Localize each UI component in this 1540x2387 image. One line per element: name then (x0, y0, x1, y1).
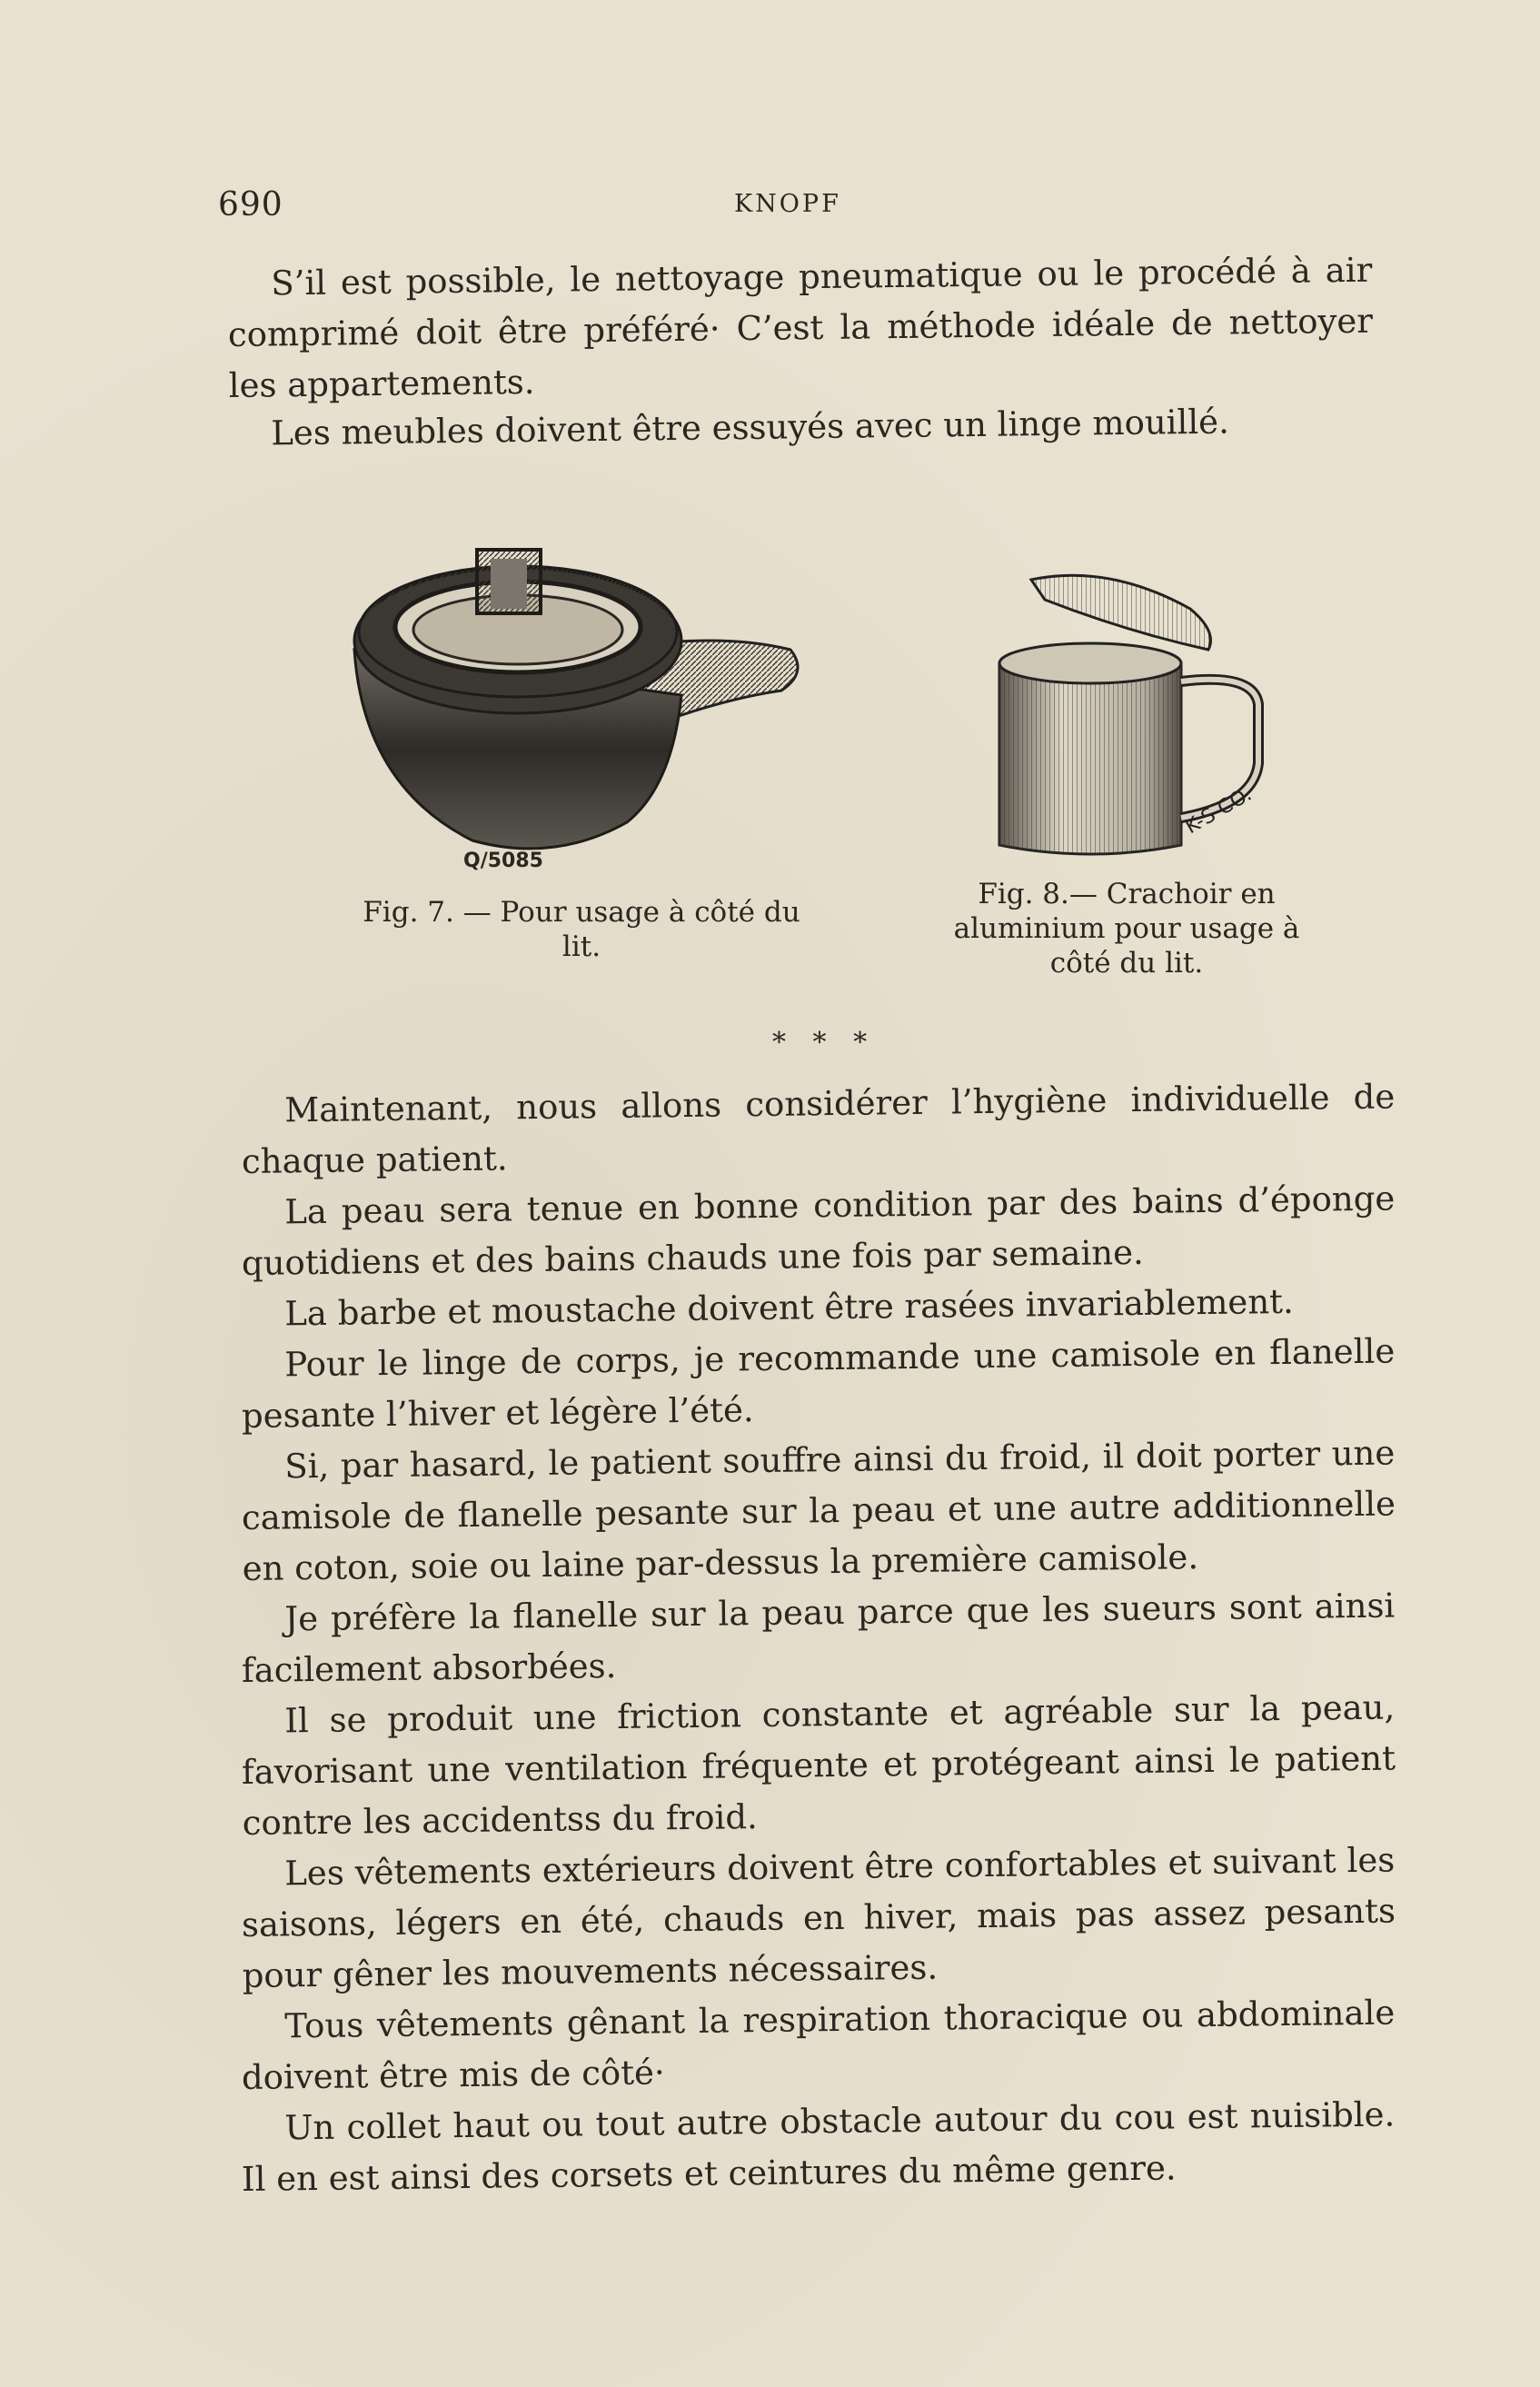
section-separator: * * * (772, 1027, 877, 1059)
body-paragraph: Tous vêtements gênant la respiration thoracique ou abdominale doivent être mis de côté· (241, 1993, 1396, 2097)
intro-paragraph-2: Les meubles doivent être essuyés avec un linge mouillé. (271, 402, 1230, 453)
body-paragraph: Il se produit une friction constante et agréable sur la peau, favorisant une ventilation fréquente et protégeant ainsi le patient contre les accidentss du froid. (241, 1687, 1396, 1843)
figure-7-caption: Fig. 7. — Pour usage à côté du lit. (363, 896, 800, 963)
body-paragraph: Les vêtements extérieurs doivent être confortables et suivant les saisons, légers en été, chauds en hiver, mais pas assez pesants pour gêner les mouvements nécessaires. (241, 1840, 1396, 1995)
body-text (241, 1077, 1396, 2205)
body-paragraph: Maintenant, nous allons considérer l’hygiène individuelle de chaque patient. (241, 1077, 1396, 1181)
body-paragraph: La peau sera tenue en bonne condition par des bains d’éponge quotidiens et des bains chauds une fois par semaine. (241, 1179, 1396, 1283)
body-paragraph: Si, par hasard, le patient souffre ainsi du froid, il doit porter une camisole de flanelle pesante sur la peau et une autre additionnelle en coton, soie ou laine par-dessus la première camisole. (241, 1433, 1396, 1588)
body-paragraph: Pour le linge de corps, je recommande une camisole en flanelle pesante l’hiver et légère l’été. (241, 1331, 1396, 1436)
maker-mark: K-S CO. (1181, 782, 1257, 840)
body-paragraph: La barbe et moustache doivent être rasées invariablement. (284, 1281, 1295, 1334)
figure-8-caption: Fig. 8.— Crachoir en aluminium pour usage à côté du lit. (953, 878, 1300, 980)
body-paragraph: Je préfère la flanelle sur la peau parce que les sueurs sont ainsi facilement absorbées. (241, 1586, 1396, 1690)
intro-paragraph-1: S’il est possible, le nettoyage pneumatique ou le procédé à air comprimé doit être préféré· C’est la méthode idéale de nettoyer les appartements. (227, 250, 1374, 405)
body-paragraph: Un collet haut ou tout autre obstacle autour du cou est nuisible. Il en est ainsi des corsets et ceintures du même genre. (241, 2094, 1396, 2199)
figure-code: Q/5085 (463, 850, 543, 872)
running-head: KNOPF (734, 190, 841, 218)
page-number: 690 (218, 186, 283, 224)
page-header (0, 186, 1540, 232)
